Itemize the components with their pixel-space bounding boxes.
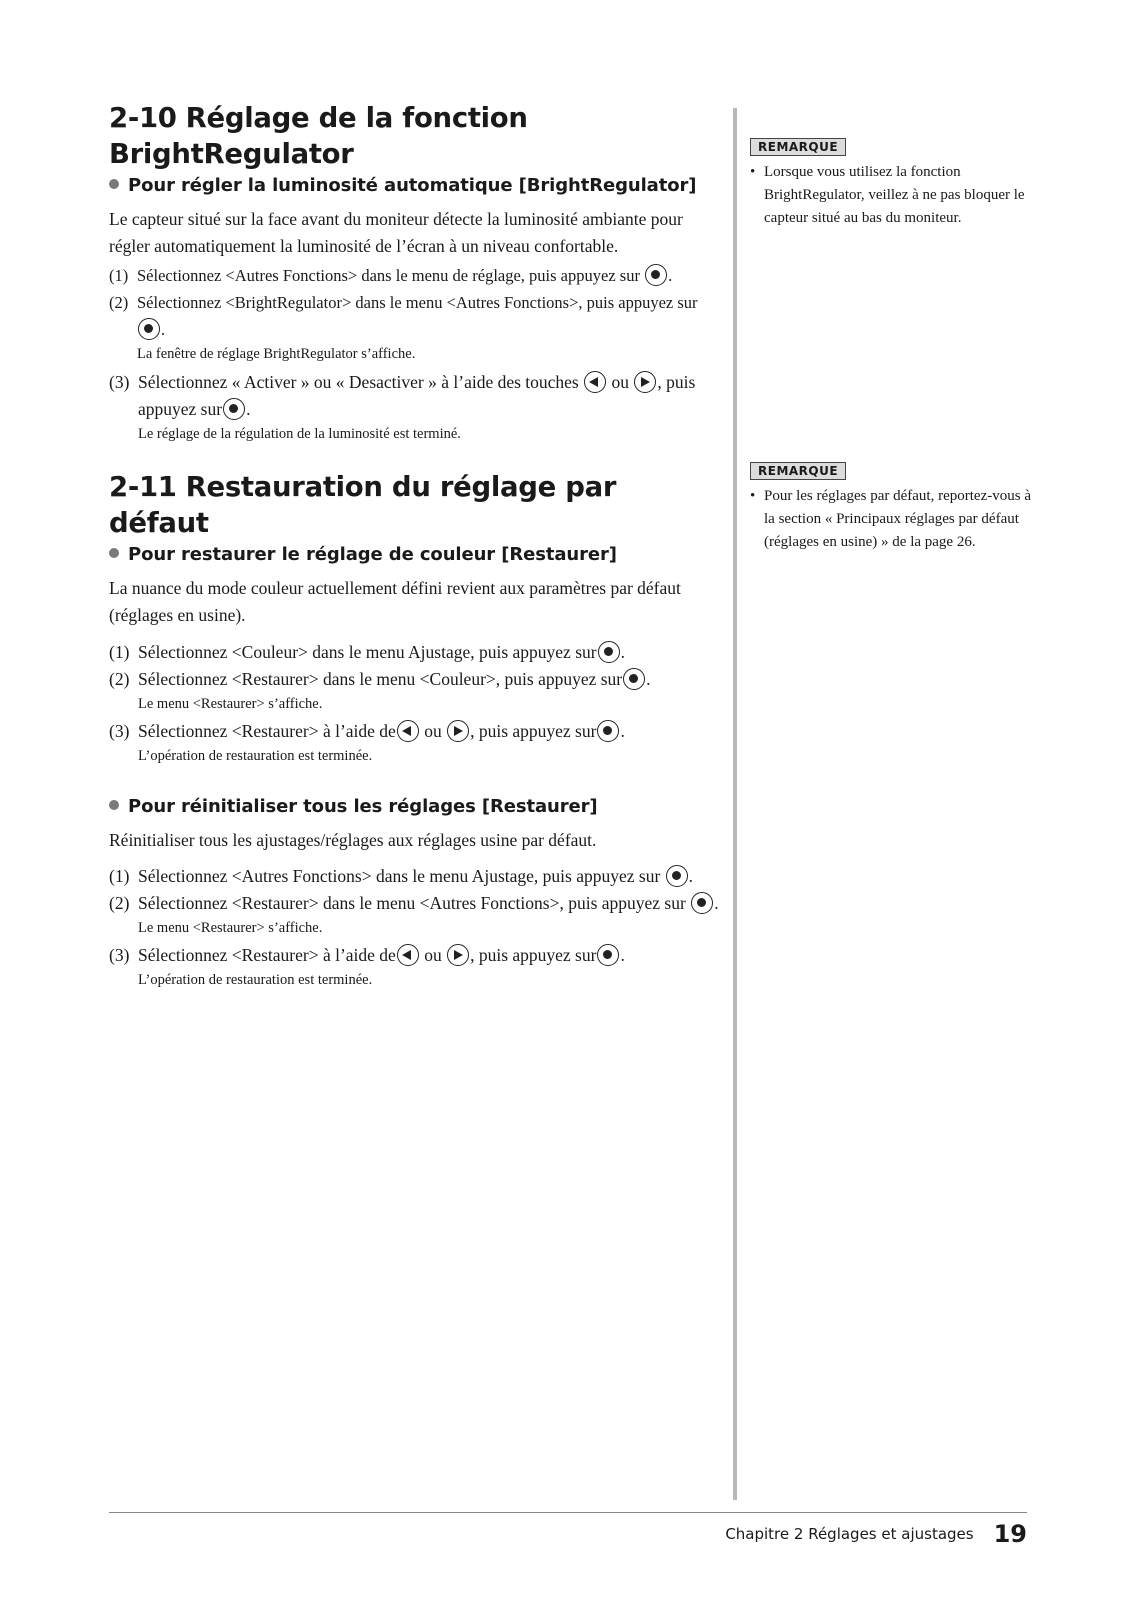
step-note: L’opération de restauration est terminée. (138, 972, 373, 988)
left-arrow-button-icon (584, 371, 606, 393)
right-arrow-button-icon (447, 944, 469, 966)
enter-button-icon (623, 668, 645, 690)
step-3: (3) Sélectionnez <Restaurer> à l’aide de ou , puis appuyez sur . L’opération de restauration est terminée. (109, 942, 719, 991)
step-2: (2) Sélectionnez <BrightRegulator> dans le menu <Autres Fonctions>, puis appuyez sur . La fenêtre de réglage BrightRegulator s’affiche. (109, 289, 719, 365)
step-note: Le menu <Restaurer> s’affiche. (138, 920, 323, 936)
enter-button-icon (597, 720, 619, 742)
step-1: (1) Sélectionnez <Autres Fonctions> dans le menu Ajustage, puis appuyez sur . (109, 866, 694, 886)
step-3: (3) Sélectionnez « Activer » ou « Desactiver » à l’aide des touches ou , puis appuyez sur . Le réglage de la régulation de la luminosité est terminé. (109, 369, 719, 445)
page-number: 19 (993, 1520, 1027, 1548)
remarque-badge: REMARQUE (750, 138, 846, 156)
step-2: (2) Sélectionnez <Restaurer> dans le menu <Autres Fonctions>, puis appuyez sur . Le menu <Restaurer> s’affiche. (109, 890, 719, 939)
section-reset-all (109, 793, 719, 991)
paragraph: Réinitialiser tous les ajustages/réglages aux réglages usine par défaut. (109, 830, 597, 850)
right-arrow-button-icon (447, 720, 469, 742)
chapter-label: Chapitre 2 Réglages et ajustages (725, 1525, 974, 1543)
main-column (109, 100, 719, 991)
step-note: La fenêtre de réglage BrightRegulator s’affiche. (137, 346, 416, 362)
footer-rule (109, 1512, 1027, 1513)
enter-button-icon (645, 264, 667, 286)
remarque-badge: REMARQUE (750, 462, 846, 480)
left-arrow-button-icon (397, 720, 419, 742)
side-note-2 (750, 460, 1032, 554)
bullet-dot-icon (109, 548, 119, 558)
enter-button-icon (223, 398, 245, 420)
side-note-1 (750, 136, 1032, 230)
note-bullet: • Lorsque vous utilisez la fonction BrightRegulator, veillez à ne pas bloquer le capteur situé au bas du moniteur. (750, 164, 1025, 226)
step-1: (1) Sélectionnez <Autres Fonctions> dans le menu de réglage, puis appuyez sur . (109, 266, 673, 285)
footer (725, 1520, 1027, 1548)
left-arrow-button-icon (397, 944, 419, 966)
step-note: L’opération de restauration est terminée. (138, 748, 373, 764)
bullet-dot-icon (109, 800, 119, 810)
step-note: Le réglage de la régulation de la luminosité est terminé. (138, 426, 461, 442)
bullet-dot-icon (109, 179, 119, 189)
section-2-11 (109, 469, 719, 767)
enter-button-icon (691, 892, 713, 914)
paragraph: La nuance du mode couleur actuellement défini revient aux paramètres par défaut (réglages en usine). (109, 578, 681, 625)
step-note: Le menu <Restaurer> s’affiche. (138, 696, 323, 712)
enter-button-icon (598, 641, 620, 663)
paragraph: Le capteur situé sur la face avant du moniteur détecte la luminosité ambiante pour régler automatiquement la luminosité de l’écran à un niveau confortable. (109, 209, 683, 256)
subsection-title: Pour réinitialiser tous les réglages [Restaurer] (109, 793, 719, 821)
note-bullet: • Pour les réglages par défaut, reportez-vous à la section « Principaux réglages par défaut (réglages en usine) » de la page 26. (750, 488, 1031, 550)
enter-button-icon (138, 318, 160, 340)
enter-button-icon (666, 865, 688, 887)
step-2: (2) Sélectionnez <Restaurer> dans le menu <Couleur>, puis appuyez sur . Le menu <Restaurer> s’affiche. (109, 666, 719, 715)
subsection-title: Pour régler la luminosité automatique [BrightRegulator] (109, 172, 719, 200)
subsection-title: Pour restaurer le réglage de couleur [Restaurer] (109, 541, 719, 569)
right-arrow-button-icon (634, 371, 656, 393)
step-3: (3) Sélectionnez <Restaurer> à l’aide de ou , puis appuyez sur . L’opération de restauration est terminée. (109, 718, 719, 767)
section-2-10 (109, 100, 719, 445)
column-divider (733, 108, 737, 1500)
section-title: 2-10 Réglage de la fonction BrightRegulator (109, 102, 528, 170)
enter-button-icon (597, 944, 619, 966)
section-title: 2-11 Restauration du réglage par défaut (109, 471, 617, 539)
step-1: (1) Sélectionnez <Couleur> dans le menu Ajustage, puis appuyez sur . (109, 642, 625, 662)
